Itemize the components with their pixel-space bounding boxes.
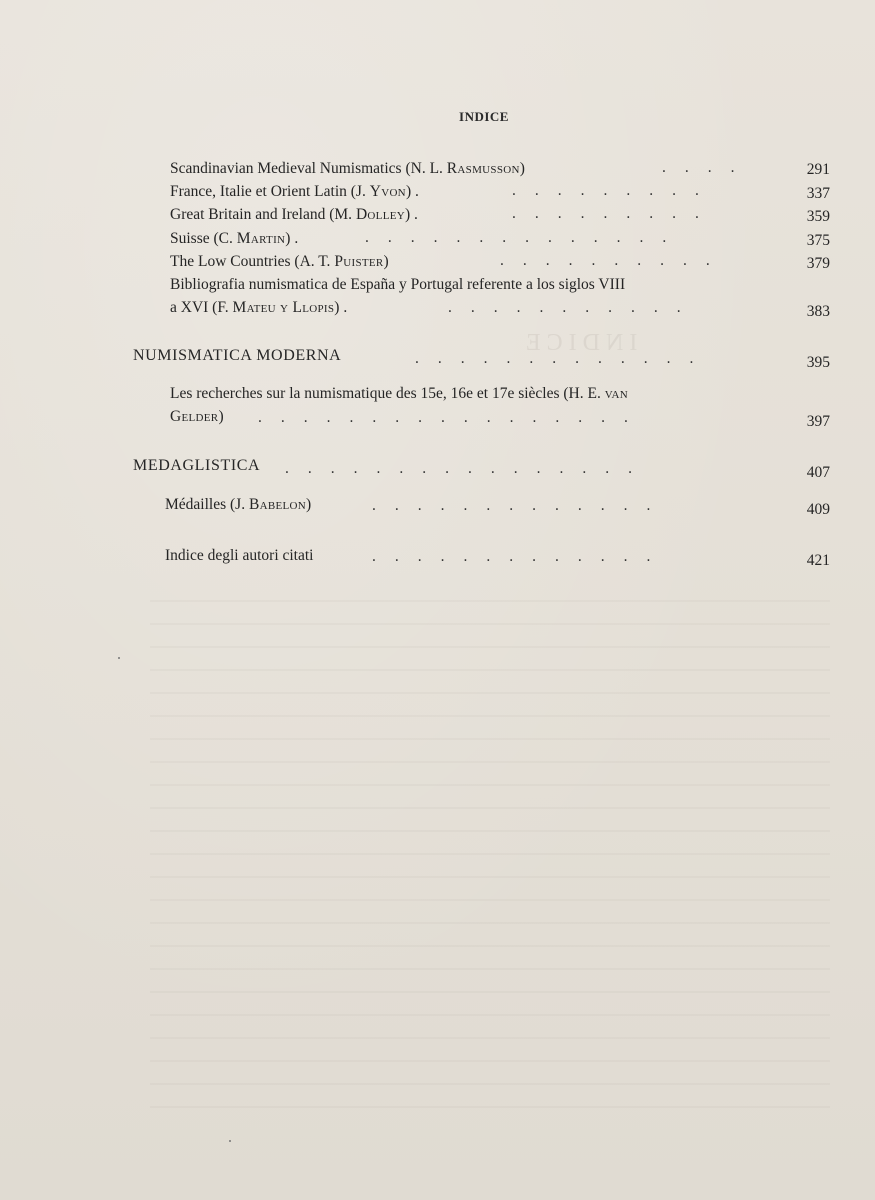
dot-leader: ........... <box>448 299 700 316</box>
toc-entry-scandinavian <box>170 158 525 180</box>
page-number: 397 <box>806 413 830 430</box>
toc-entry-recherches-line2 <box>170 406 224 428</box>
entry-author: Rasmusson <box>446 160 520 177</box>
dot-leader: ................ <box>285 460 651 477</box>
page-number: 383 <box>806 303 830 320</box>
page-number: 407 <box>806 464 830 481</box>
toc-entry-bibliografia-line1: Bibliografia numismatica de España y Portugal referente a los siglos VIII <box>170 276 626 293</box>
toc-entry-france <box>170 181 419 203</box>
toc-entry-suisse <box>170 228 298 250</box>
entry-title: Suisse (C. <box>170 230 237 247</box>
entry-close: ) <box>383 253 389 270</box>
entry-close: ) . <box>334 299 348 316</box>
dot-leader: ......... <box>512 182 718 199</box>
entry-title: Médailles (J. <box>165 496 249 513</box>
entry-author: Puister <box>334 253 384 270</box>
dot-leader: ............. <box>372 497 670 514</box>
page-number: 359 <box>806 208 830 225</box>
entry-title: Great Britain and Ireland (M. <box>170 206 356 223</box>
section-title-moderna: NUMISMATICA MODERNA <box>133 347 342 364</box>
entry-title: a XVI (F. <box>170 299 233 316</box>
entry-close: ) <box>306 496 312 513</box>
entry-close: ) . <box>285 230 299 247</box>
dot-leader: .......... <box>500 252 729 269</box>
page-number: 337 <box>806 185 830 202</box>
dot-leader: ............. <box>372 548 670 565</box>
leader-dot: . <box>285 460 308 477</box>
section-title-medaglistica <box>133 457 260 475</box>
entry-author: Mateu y Llopis <box>232 299 335 316</box>
paper-speck <box>229 1140 231 1142</box>
entry-title: Les recherches sur la numismatique des 15e, 16e et 17e siècles (H. E. <box>170 385 605 402</box>
show-through-texture <box>150 600 830 1120</box>
entry-title: The Low Countries (A. T. <box>170 253 335 270</box>
paper-speck <box>118 657 120 659</box>
page-number: 395 <box>806 354 830 371</box>
entry-author: Babelon <box>248 496 306 513</box>
dot-leader: .............. <box>365 229 686 246</box>
toc-entry-medailles <box>165 494 311 516</box>
entry-close: ) <box>218 408 224 425</box>
dot-leader: ............. <box>415 350 713 367</box>
entry-author: Dolley <box>355 206 405 223</box>
dot-leader: ......... <box>512 205 718 222</box>
dot-leader: ................. <box>258 409 647 426</box>
entry-author: Martin <box>236 230 286 247</box>
toc-entry-indice-autori <box>165 545 313 567</box>
entry-title: France, Italie et Orient Latin (J. <box>170 183 370 200</box>
entry-close: ) <box>519 160 525 177</box>
toc-entry-recherches-line1 <box>170 383 628 405</box>
page-number: 375 <box>806 232 830 249</box>
page-number: 409 <box>806 501 830 518</box>
entry-title: Indice degli autori citati <box>165 547 314 564</box>
entry-author: van <box>604 385 629 402</box>
entry-title: Scandinavian Medieval Numismatics (N. L. <box>170 160 447 177</box>
page-number: 291 <box>806 161 830 178</box>
entry-close: ) . <box>405 183 419 200</box>
entry-author: Gelder <box>170 408 219 425</box>
leader-dot: . <box>372 548 395 565</box>
dot-leader: .... <box>662 159 754 176</box>
toc-entry-bibliografia-line2 <box>170 297 347 319</box>
page-number: 379 <box>806 255 830 272</box>
toc-entry-low-countries <box>170 251 389 273</box>
toc-entry-great-britain <box>170 204 418 226</box>
section-title-text: MEDAGLISTICA <box>133 457 261 474</box>
page-heading: INDICE <box>459 109 509 124</box>
page-number: 421 <box>806 552 830 569</box>
entry-close: ) . <box>404 206 418 223</box>
entry-author: Yvon <box>369 183 406 200</box>
show-through-mark: INDICE <box>520 330 638 356</box>
